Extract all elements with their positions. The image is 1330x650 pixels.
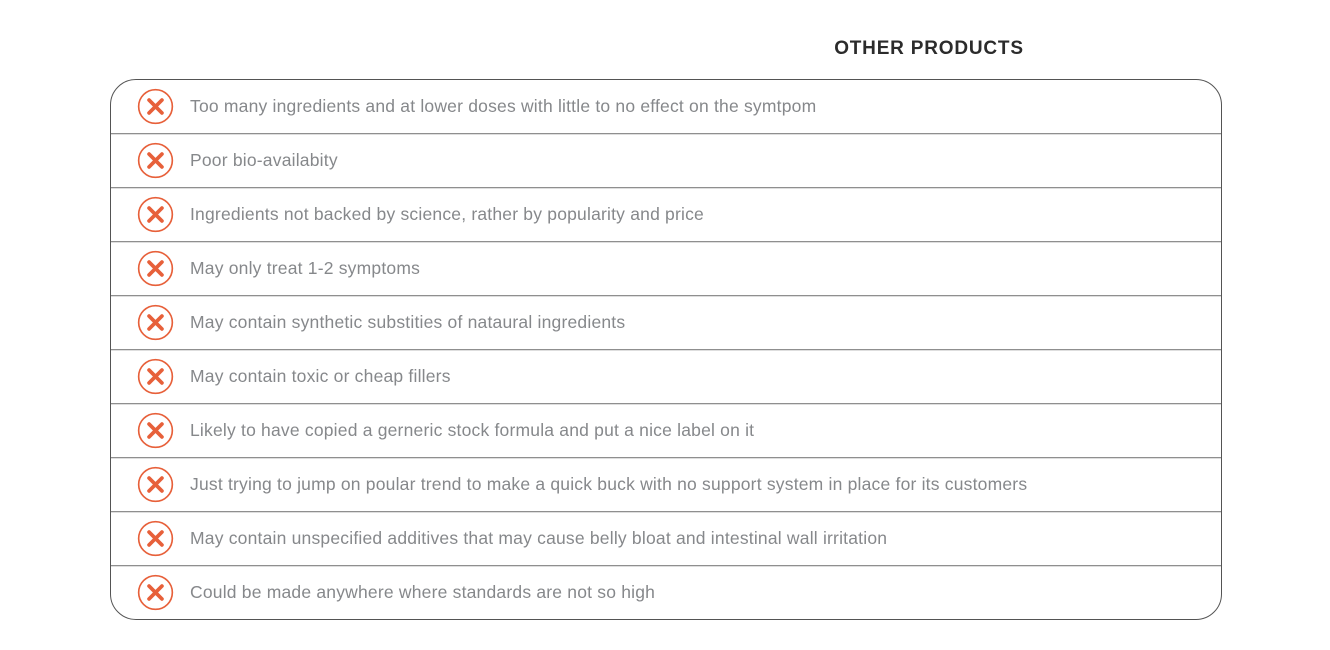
x-circle-icon — [137, 358, 174, 395]
table-row — [111, 187, 1221, 241]
row-label: May only treat 1-2 symptoms — [190, 258, 421, 278]
page-title: OTHER PRODUCTS — [834, 38, 1024, 59]
row-label: Poor bio-availabity — [190, 150, 338, 170]
x-circle-icon — [137, 196, 174, 233]
row-label: May contain toxic or cheap fillers — [190, 366, 451, 386]
row-label: Ingredients not backed by science, rather by popularity and price — [190, 204, 704, 224]
x-circle-icon — [137, 142, 174, 179]
x-circle-icon — [137, 88, 174, 125]
x-circle-icon — [137, 520, 174, 557]
row-label: May contain synthetic substities of nataural ingredients — [190, 312, 626, 332]
row-label: Likely to have copied a gerneric stock formula and put a nice label on it — [190, 420, 755, 440]
table-row — [111, 241, 1221, 295]
x-circle-icon — [137, 304, 174, 341]
row-label: Could be made anywhere where standards are not so high — [190, 582, 656, 602]
row-label: Too many ingredients and at lower doses with little to no effect on the symtpom — [190, 96, 817, 116]
table-row — [111, 295, 1221, 349]
x-circle-icon — [137, 466, 174, 503]
row-label: May contain unspecified additives that may cause belly bloat and intestinal wall irritation — [190, 528, 888, 548]
table-row — [111, 565, 1221, 619]
table-row — [111, 133, 1221, 187]
table-row — [111, 403, 1221, 457]
x-circle-icon — [137, 574, 174, 611]
other-products-table — [110, 79, 1222, 620]
table-row — [111, 511, 1221, 565]
x-circle-icon — [137, 250, 174, 287]
table-row — [111, 349, 1221, 403]
x-circle-icon — [137, 412, 174, 449]
table-row — [111, 457, 1221, 511]
table-row — [111, 80, 1221, 133]
row-label: Just trying to jump on poular trend to make a quick buck with no support system in place for its customers — [190, 474, 1028, 494]
